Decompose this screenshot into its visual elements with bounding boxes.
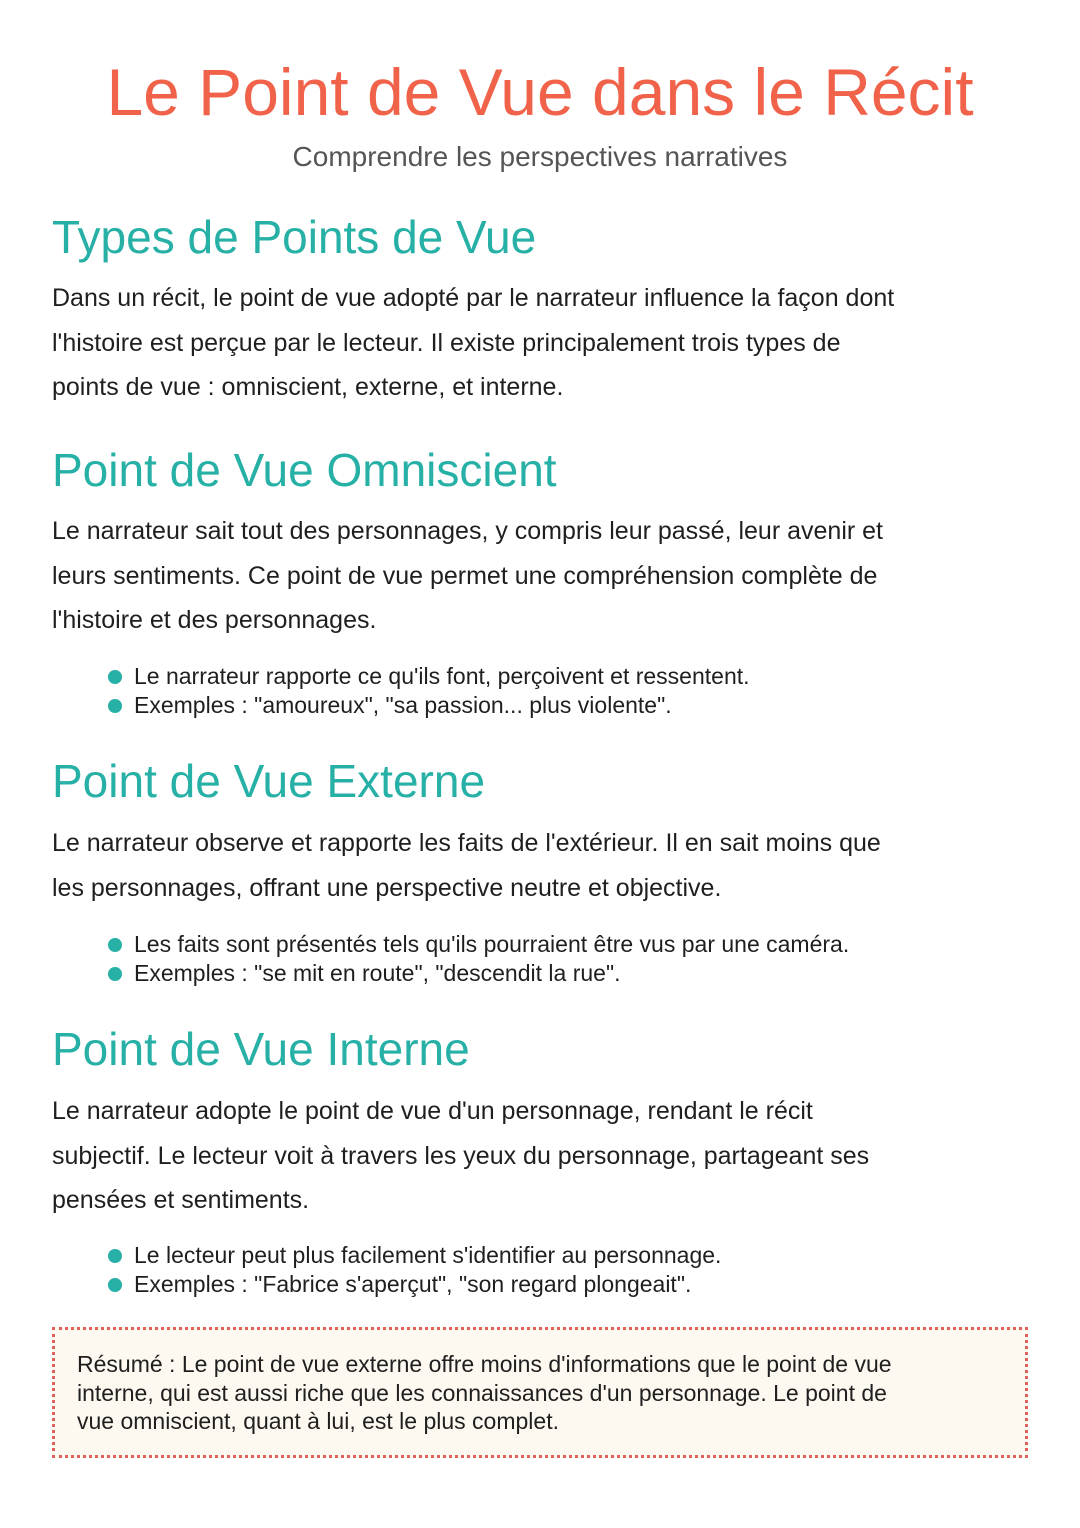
list-item — [108, 1270, 721, 1299]
bullet-dot-icon — [108, 1249, 122, 1263]
bullet-dot-icon — [108, 670, 122, 684]
list-item — [108, 959, 849, 988]
bullet-text: Exemples : "amoureux", "sa passion... plus violente". — [134, 691, 672, 718]
bullet-list-interne — [108, 1241, 721, 1298]
section-heading-externe: Point de Vue Externe — [52, 755, 486, 807]
section-text-omniscient: Le narrateur sait tout des personnages, y compris leur passé, leur avenir et leurs sentiments. Ce point de vue permet une compréhension complète de l'histoire et des personnages. — [52, 517, 883, 634]
bullet-text: Exemples : "se mit en route", "descendit la rue". — [134, 959, 621, 986]
list-item — [108, 691, 750, 720]
bullet-text: Le lecteur peut plus facilement s'identifier au personnage. — [134, 1242, 722, 1268]
section-text-types: Dans un récit, le point de vue adopté par le narrateur influence la façon dont l'histoire est perçue par le lecteur. Il existe principalement trois types de points de vue : omniscient, externe, et interne. — [52, 284, 895, 401]
bullet-dot-icon — [108, 699, 122, 713]
bullet-dot-icon — [108, 938, 122, 952]
summary-box: Résumé : Le point de vue externe offre moins d'informations que le point de vue interne, qui est aussi riche que les connaissances d'un personnage. Le point de vue omniscient, quant à lui, est le plus complet. — [52, 1327, 1028, 1458]
list-item — [108, 662, 750, 691]
page-subtitle: Comprendre les perspectives narratives — [292, 141, 788, 172]
bullet-text: Le narrateur rapporte ce qu'ils font, perçoivent et ressentent. — [134, 663, 750, 689]
bullet-dot-icon — [108, 967, 122, 981]
section-heading-omniscient: Point de Vue Omniscient — [52, 444, 557, 496]
section-text-externe: Le narrateur observe et rapporte les faits de l'extérieur. Il en sait moins que les personnages, offrant une perspective neutre et objective. — [52, 829, 881, 902]
bullet-list-externe — [108, 930, 849, 987]
section-heading-types: Types de Points de Vue — [52, 211, 537, 263]
section-text-interne: Le narrateur adopte le point de vue d'un personnage, rendant le récit subjectif. Le lecteur voit à travers les yeux du personnage, partageant ses pensées et sentiments. — [52, 1097, 870, 1214]
bullet-text: Exemples : "Fabrice s'aperçut", "son regard plongeait". — [134, 1270, 692, 1297]
bullet-text: Les faits sont présentés tels qu'ils pourraient être vus par une caméra. — [134, 931, 850, 957]
list-item — [108, 1241, 721, 1270]
list-item — [108, 930, 849, 959]
section-heading-interne: Point de Vue Interne — [52, 1023, 470, 1075]
bullet-list-omniscient — [108, 662, 750, 719]
bullet-dot-icon — [108, 1278, 122, 1292]
page-title: Le Point de Vue dans le Récit — [106, 55, 974, 129]
